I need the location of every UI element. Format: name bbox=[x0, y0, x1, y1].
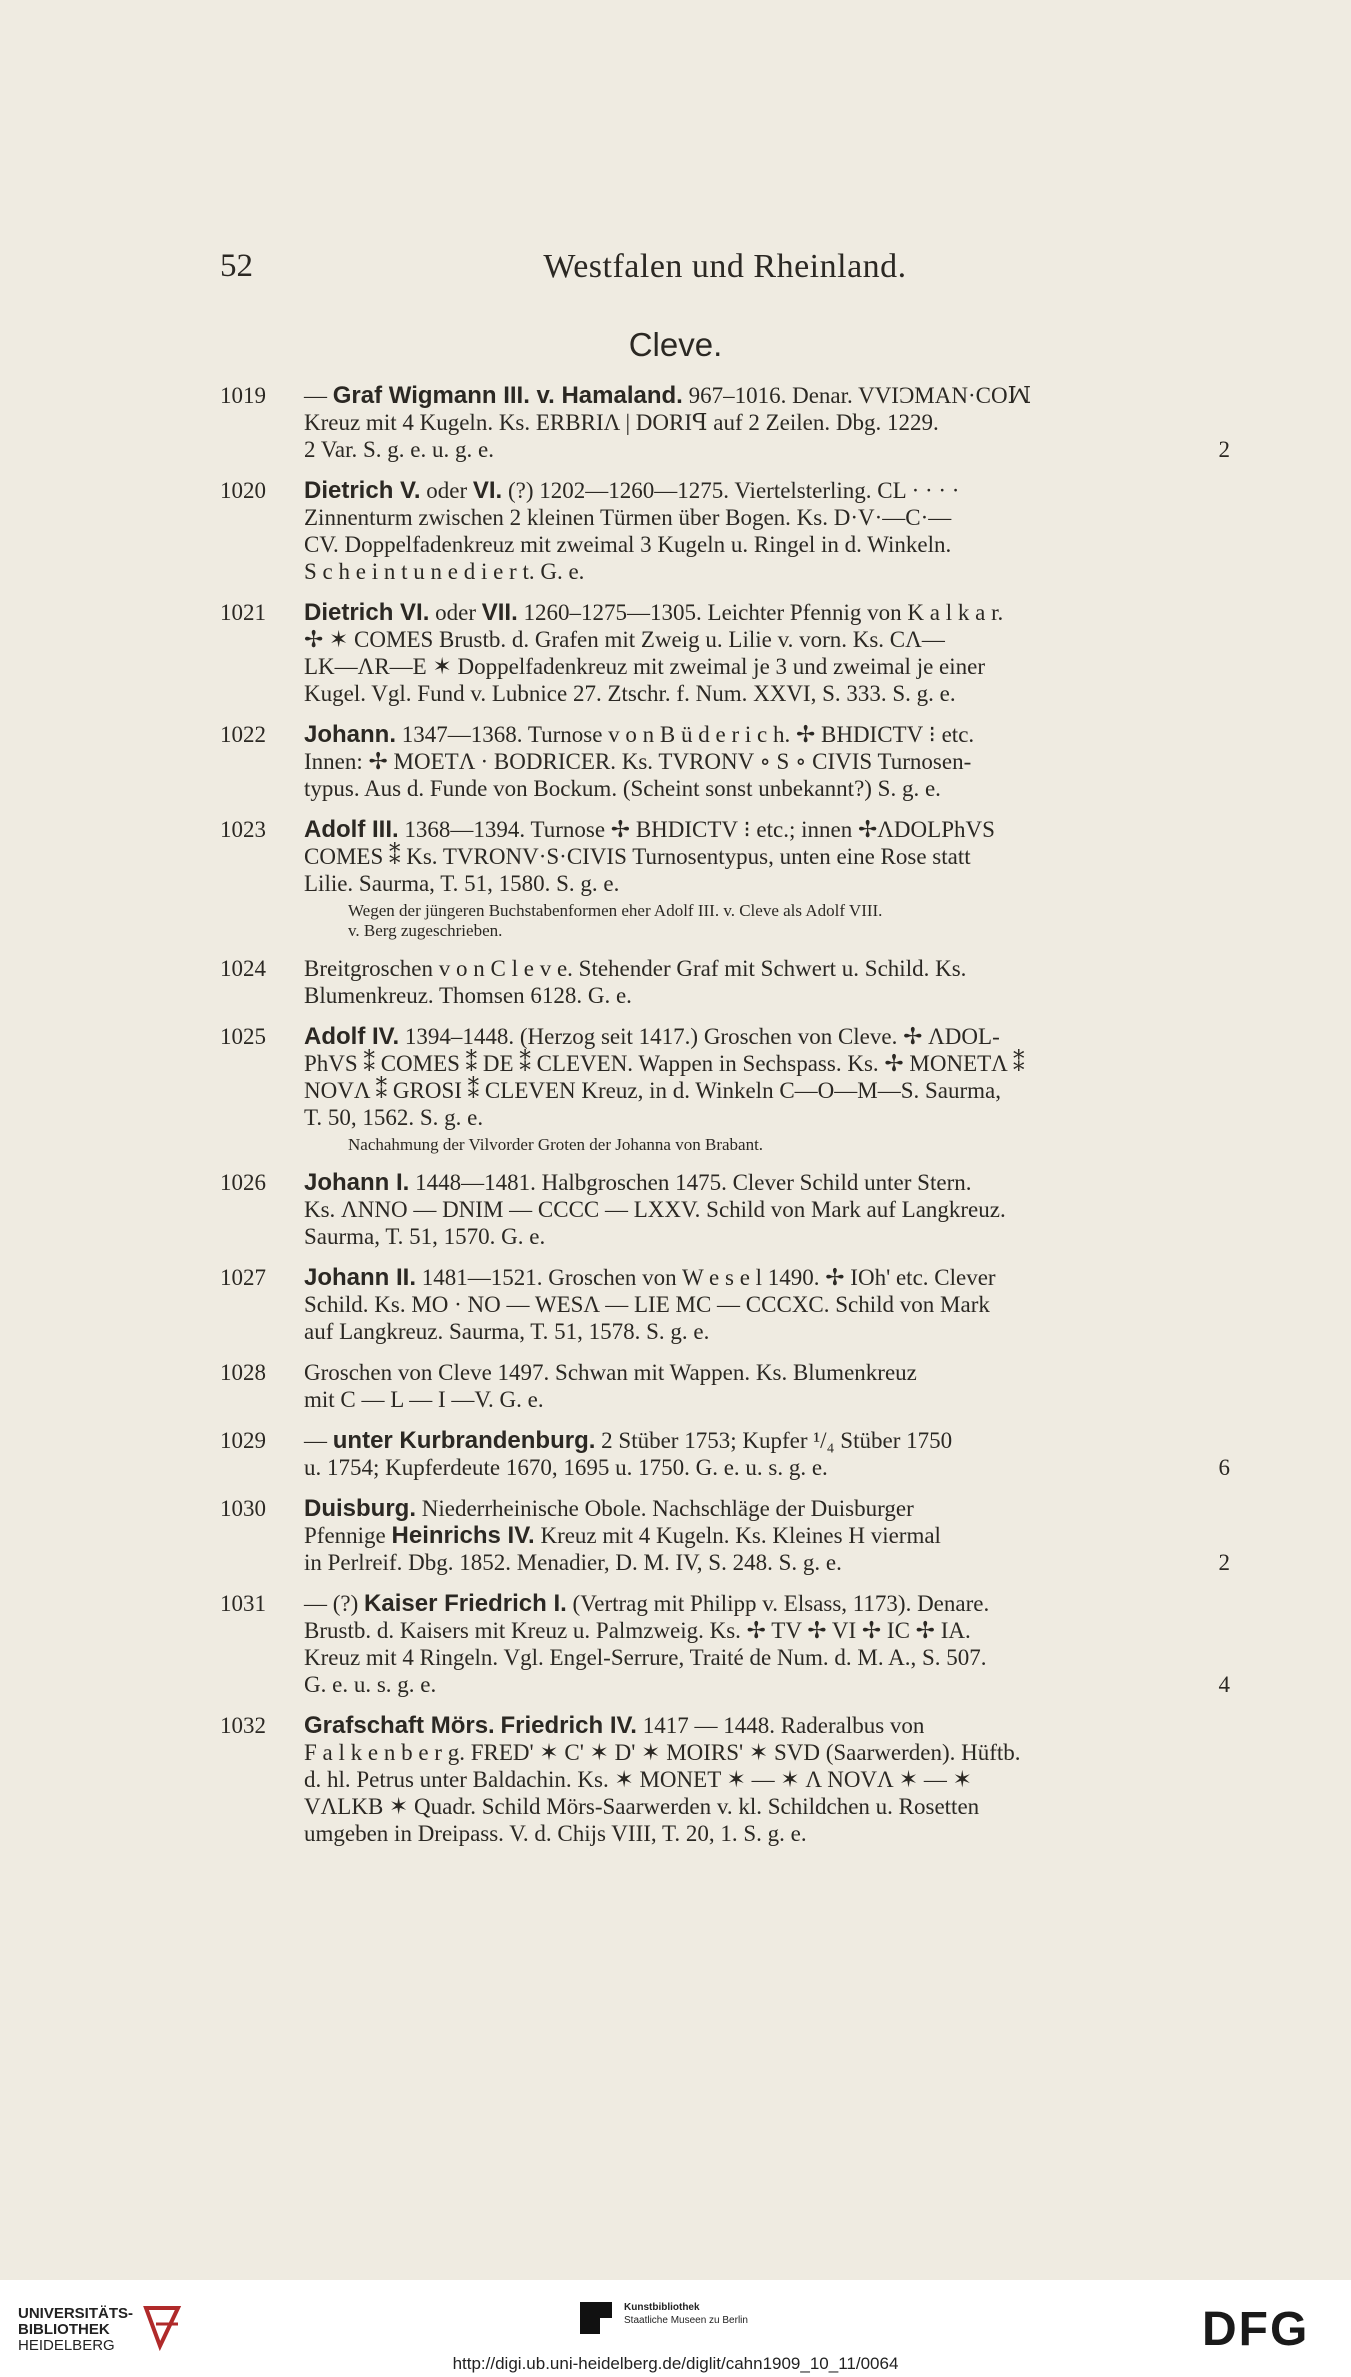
entry-line bbox=[304, 1522, 1230, 1549]
entry-text: Breitgroschen v o n C l e v e. Stehender Graf mit Schwert u. Schild. Ks. bbox=[304, 956, 967, 981]
entry-text: oder bbox=[420, 478, 473, 503]
entry-line bbox=[304, 721, 1230, 748]
entry-heading: Kaiser Friedrich I. bbox=[364, 1590, 567, 1617]
entry-text: Zinnenturm zwischen 2 kleinen Türmen über Bogen. Ks. D·V·—C·— bbox=[304, 505, 952, 530]
entry-text: Blumenkreuz. Thomsen 6128. G. e. bbox=[304, 983, 632, 1008]
entry-line bbox=[304, 1264, 1230, 1291]
catalog-entries bbox=[220, 382, 1230, 1861]
entry-text: Ks. ΛNNO — DNIM — CCCC — LXXV. Schild von Mark auf Langkreuz. bbox=[304, 1197, 1006, 1222]
entry-text: 1448—1481. Halbgroschen 1475. Clever Schild unter Stern. bbox=[409, 1170, 972, 1195]
entry-heading: VI. bbox=[472, 477, 503, 504]
entry-text: — bbox=[304, 1428, 333, 1453]
entry-line bbox=[304, 504, 1230, 531]
entry-line bbox=[304, 955, 1230, 982]
entry-count: 6 bbox=[1218, 1455, 1230, 1480]
entry-line bbox=[304, 1223, 1230, 1250]
catalog-entry bbox=[220, 1495, 1230, 1576]
kunstbibliothek-icon bbox=[578, 2298, 614, 2338]
entry-text: 2 Var. S. g. e. u. g. e. bbox=[304, 437, 494, 462]
entry-text: Lilie. Saurma, T. 51, 1580. S. g. e. bbox=[304, 871, 620, 896]
entry-line bbox=[304, 436, 1230, 463]
library-seal-icon bbox=[138, 2302, 186, 2352]
entry-number: 1022 bbox=[220, 722, 266, 747]
entry-line bbox=[304, 1644, 1230, 1671]
entry-number: 1023 bbox=[220, 817, 266, 842]
entry-line bbox=[304, 1359, 1230, 1386]
heidelberg-library-logo[interactable] bbox=[18, 2306, 133, 2354]
entry-number: 1020 bbox=[220, 478, 266, 503]
entry-note: Nachahmung der Vilvorder Groten der Johanna von Brabant. bbox=[348, 1135, 764, 1154]
entry-line bbox=[304, 599, 1230, 626]
entry-text: — (?) bbox=[304, 1591, 365, 1616]
entry-number: 1024 bbox=[220, 956, 266, 981]
entry-line bbox=[304, 748, 1230, 775]
entry-heading: Dietrich V. bbox=[304, 477, 421, 504]
entry-text: F a l k e n b e r g. FRED' ✶ C' ✶ D' ✶ MOIRS' ✶ SVD (Saarwerden). Hüftb. bbox=[304, 1740, 1021, 1765]
entry-heading: VII. bbox=[481, 599, 518, 626]
catalog-entry bbox=[220, 1169, 1230, 1250]
entry-heading: unter Kurbrandenburg. bbox=[332, 1427, 596, 1454]
entry-text: NOVΛ ⁑ GROSI ⁑ CLEVEN Kreuz, in d. Winkeln C—O—M—S. Saurma, bbox=[304, 1078, 1002, 1103]
entry-text: typus. Aus d. Funde von Bockum. (Scheint sonst unbekannt?) S. g. e. bbox=[304, 776, 941, 801]
catalog-entry bbox=[220, 1712, 1230, 1847]
entry-text: 1394–1448. (Herzog seit 1417.) Groschen von Cleve. ✢ ΛDOL- bbox=[399, 1024, 1000, 1049]
entry-text: S c h e i n t u n e d i e r t. G. e. bbox=[304, 559, 585, 584]
entry-text: 1347—1368. Turnose v o n B ü d e r i c h. ✢ BHDICTV ⁝ etc. bbox=[396, 722, 975, 747]
entry-text: (?) 1202—1260—1275. Viertelsterling. CL · · · · bbox=[502, 478, 960, 503]
entry-number: 1026 bbox=[220, 1170, 266, 1195]
catalog-entry bbox=[220, 721, 1230, 802]
entry-line bbox=[304, 816, 1230, 843]
catalog-entry bbox=[220, 1590, 1230, 1698]
entry-text: G. e. u. s. g. e. bbox=[304, 1672, 437, 1697]
catalog-entry bbox=[220, 1023, 1230, 1155]
section-title: Cleve. bbox=[628, 326, 723, 363]
entry-line bbox=[304, 1454, 1230, 1481]
entry-heading: Johann II. bbox=[304, 1264, 417, 1291]
entry-text: oder bbox=[429, 600, 482, 625]
entry-line bbox=[304, 1590, 1230, 1617]
entry-count: 2 bbox=[1218, 437, 1230, 462]
entry-heading: Dietrich VI. bbox=[304, 599, 430, 626]
entry-text: T. 50, 1562. S. g. e. bbox=[304, 1105, 484, 1130]
library-name-line1: UNIVERSITÄTS- bbox=[18, 2305, 134, 2322]
library-name-line3: HEIDELBERG bbox=[18, 2337, 115, 2354]
entry-text: 1368—1394. Turnose ✢ BHDICTV ⁝ etc.; innen ✢ΛDOLPhVS bbox=[398, 817, 995, 842]
catalog-entry bbox=[220, 955, 1230, 1009]
entry-count: 2 bbox=[1218, 1550, 1230, 1575]
entry-text: 1481—1521. Groschen von W e s e l 1490. ✢ IOh' etc. Clever bbox=[416, 1265, 996, 1290]
entry-text: u. 1754; Kupferdeute 1670, 1695 u. 1750. G. e. u. s. g. e. bbox=[304, 1455, 828, 1480]
entry-note: v. Berg zugeschrieben. bbox=[348, 921, 503, 940]
entry-text: Groschen von Cleve 1497. Schwan mit Wappen. Ks. Blumenkreuz bbox=[304, 1360, 917, 1385]
entry-line bbox=[304, 1291, 1230, 1318]
dfg-logo[interactable]: DFG bbox=[1202, 2303, 1310, 2356]
entry-text: Kreuz mit 4 Ringeln. Vgl. Engel-Serrure, Traité de Num. d. M. A., S. 507. bbox=[304, 1645, 987, 1670]
entry-text: Saurma, T. 51, 1570. G. e. bbox=[304, 1224, 546, 1249]
catalog-entry bbox=[220, 1264, 1230, 1345]
entry-line bbox=[304, 1386, 1230, 1413]
entry-text: Schild. Ks. MO · NO — WESΛ — LIE MC — CCCXC. Schild von Mark bbox=[304, 1292, 990, 1317]
entry-text: Innen: ✢ MOETΛ · BODRICER. Ks. TVRONV ∘ S ∘ CIVIS Turnosen- bbox=[304, 749, 972, 774]
kb-subname: Staatliche Museen zu Berlin bbox=[624, 2315, 748, 2326]
entry-count: 4 bbox=[1218, 1672, 1230, 1697]
source-url[interactable]: http://digi.ub.uni-heidelberg.de/diglit/cahn1909_10_11/0064 bbox=[452, 2354, 899, 2373]
entry-text: PhVS ⁑ COMES ⁑ DE ⁑ CLEVEN. Wappen in Sechspass. Ks. ✢ MONETΛ ⁑ bbox=[304, 1051, 1025, 1076]
entry-heading: Adolf IV. bbox=[304, 1023, 400, 1050]
entry-line bbox=[304, 1671, 1230, 1698]
entry-note: Wegen der jüngeren Buchstabenformen eher Adolf III. v. Cleve als Adolf VIII. bbox=[348, 901, 883, 920]
entry-text: ✢ ✶ COMES Brustb. d. Grafen mit Zweig u. Lilie v. vorn. Ks. CΛ— bbox=[304, 627, 945, 652]
entry-text: Pfennige bbox=[304, 1523, 392, 1548]
entry-text: in Perlreif. Dbg. 1852. Menadier, D. M. IV, S. 248. S. g. e. bbox=[304, 1550, 842, 1575]
entry-text: mit C — L — I —V. G. e. bbox=[304, 1387, 544, 1412]
entry-number: 1029 bbox=[220, 1428, 266, 1453]
kunstbibliothek-logo[interactable] bbox=[624, 2301, 748, 2327]
entry-line bbox=[304, 1318, 1230, 1345]
entry-line bbox=[304, 1766, 1230, 1793]
entry-line bbox=[304, 626, 1230, 653]
entry-line bbox=[304, 477, 1230, 504]
catalog-entry bbox=[220, 1427, 1230, 1481]
entry-text: 967–1016. Denar. VVIƆMAN·COꟽ bbox=[682, 383, 1032, 408]
entry-number: 1025 bbox=[220, 1024, 266, 1049]
entry-line bbox=[304, 409, 1230, 436]
entry-number: 1027 bbox=[220, 1265, 266, 1290]
footer-bar bbox=[0, 2280, 1351, 2377]
entry-line bbox=[304, 1104, 1230, 1131]
entry-line bbox=[304, 1023, 1230, 1050]
entry-line bbox=[304, 1427, 1230, 1454]
entry-heading: Friedrich IV. bbox=[500, 1712, 637, 1739]
entry-line bbox=[304, 382, 1230, 409]
entry-text: 1417 — 1448. Raderalbus von bbox=[636, 1713, 925, 1738]
kb-name: Kunstbibliothek bbox=[624, 2302, 700, 2313]
entry-line bbox=[304, 680, 1230, 707]
entry-number: 1031 bbox=[220, 1591, 266, 1616]
entry-heading: Johann. bbox=[304, 721, 397, 748]
entry-text: Brustb. d. Kaisers mit Kreuz u. Palmzweig. Ks. ✢ TV ✢ VI ✢ IC ✢ IA. bbox=[304, 1618, 971, 1643]
entry-text: Niederrheinische Obole. Nachschläge der Duisburger bbox=[416, 1496, 914, 1521]
catalog-entry bbox=[220, 816, 1230, 941]
entry-line bbox=[304, 843, 1230, 870]
entry-heading: Grafschaft Mörs. bbox=[304, 1712, 495, 1739]
entry-line bbox=[304, 1196, 1230, 1223]
catalog-entry bbox=[220, 382, 1230, 463]
entry-number: 1030 bbox=[220, 1496, 266, 1521]
entry-text: CV. Doppelfadenkreuz mit zweimal 3 Kugeln u. Ringel in d. Winkeln. bbox=[304, 532, 952, 557]
entry-line bbox=[304, 775, 1230, 802]
entry-line bbox=[304, 982, 1230, 1009]
page-header bbox=[220, 248, 1230, 298]
entry-line bbox=[304, 1050, 1230, 1077]
entry-text: auf Langkreuz. Saurma, T. 51, 1578. S. g. e. bbox=[304, 1319, 710, 1344]
entry-text: COMES ⁑ Ks. TVRONV·S·CIVIS Turnosentypus, unten eine Rose statt bbox=[304, 844, 971, 869]
page-number: 52 bbox=[220, 248, 253, 284]
entry-heading: Heinrichs IV. bbox=[391, 1522, 535, 1549]
catalog-entry bbox=[220, 1359, 1230, 1413]
entry-line bbox=[304, 870, 1230, 897]
entry-text: LK—ΛR—E ✶ Doppelfadenkreuz mit zweimal je 3 und zweimal je einer bbox=[304, 654, 986, 679]
entry-heading: Adolf III. bbox=[304, 816, 399, 843]
entry-text: d. hl. Petrus unter Baldachin. Ks. ✶ MONET ✶ — ✶ Λ NOVΛ ✶ — ✶ bbox=[304, 1767, 972, 1792]
entry-line bbox=[304, 1712, 1230, 1739]
running-title: Westfalen und Rheinland. bbox=[543, 248, 907, 285]
entry-heading: Johann I. bbox=[304, 1169, 410, 1196]
entry-line bbox=[304, 1820, 1230, 1847]
entry-line bbox=[304, 1549, 1230, 1576]
library-name-line2: BIBLIOTHEK bbox=[18, 2321, 110, 2338]
catalog-entry bbox=[220, 477, 1230, 585]
entry-text: (Vertrag mit Philipp v. Elsass, 1173). Denare. bbox=[566, 1591, 990, 1616]
entry-text: 2 Stüber 1753; Kupfer ¹/₄ Stüber 1750 bbox=[595, 1428, 953, 1453]
entry-line bbox=[304, 1793, 1230, 1820]
entry-text: Kreuz mit 4 Kugeln. Ks. Kleines H viermal bbox=[534, 1523, 941, 1548]
entry-number: 1019 bbox=[220, 383, 266, 408]
entry-number: 1028 bbox=[220, 1360, 266, 1385]
entry-line bbox=[304, 1617, 1230, 1644]
entry-number: 1032 bbox=[220, 1713, 266, 1738]
entry-text: umgeben in Dreipass. V. d. Chijs VIII, T. 20, 1. S. g. e. bbox=[304, 1821, 807, 1846]
entry-line bbox=[304, 1495, 1230, 1522]
catalog-entry bbox=[220, 599, 1230, 707]
entry-line bbox=[304, 531, 1230, 558]
entry-text: — bbox=[304, 383, 333, 408]
entry-text: Kreuz mit 4 Kugeln. Ks. ERBRIΛ | DORIꟼ auf 2 Zeilen. Dbg. 1229. bbox=[304, 410, 939, 435]
entry-heading: Graf Wigmann III. v. Hamaland. bbox=[332, 382, 683, 409]
entry-number: 1021 bbox=[220, 600, 266, 625]
entry-line bbox=[304, 1169, 1230, 1196]
entry-text: Kugel. Vgl. Fund v. Lubnice 27. Ztschr. f. Num. XXVI, S. 333. S. g. e. bbox=[304, 681, 956, 706]
entry-line bbox=[304, 558, 1230, 585]
entry-text: 1260–1275—1305. Leichter Pfennig von K a l k a r. bbox=[517, 600, 1004, 625]
entry-line bbox=[304, 653, 1230, 680]
entry-text: VΛLKB ✶ Quadr. Schild Mörs-Saarwerden v. kl. Schildchen u. Rosetten bbox=[304, 1794, 980, 1819]
entry-line bbox=[304, 1739, 1230, 1766]
entry-heading: Duisburg. bbox=[304, 1495, 416, 1522]
entry-line bbox=[304, 1077, 1230, 1104]
